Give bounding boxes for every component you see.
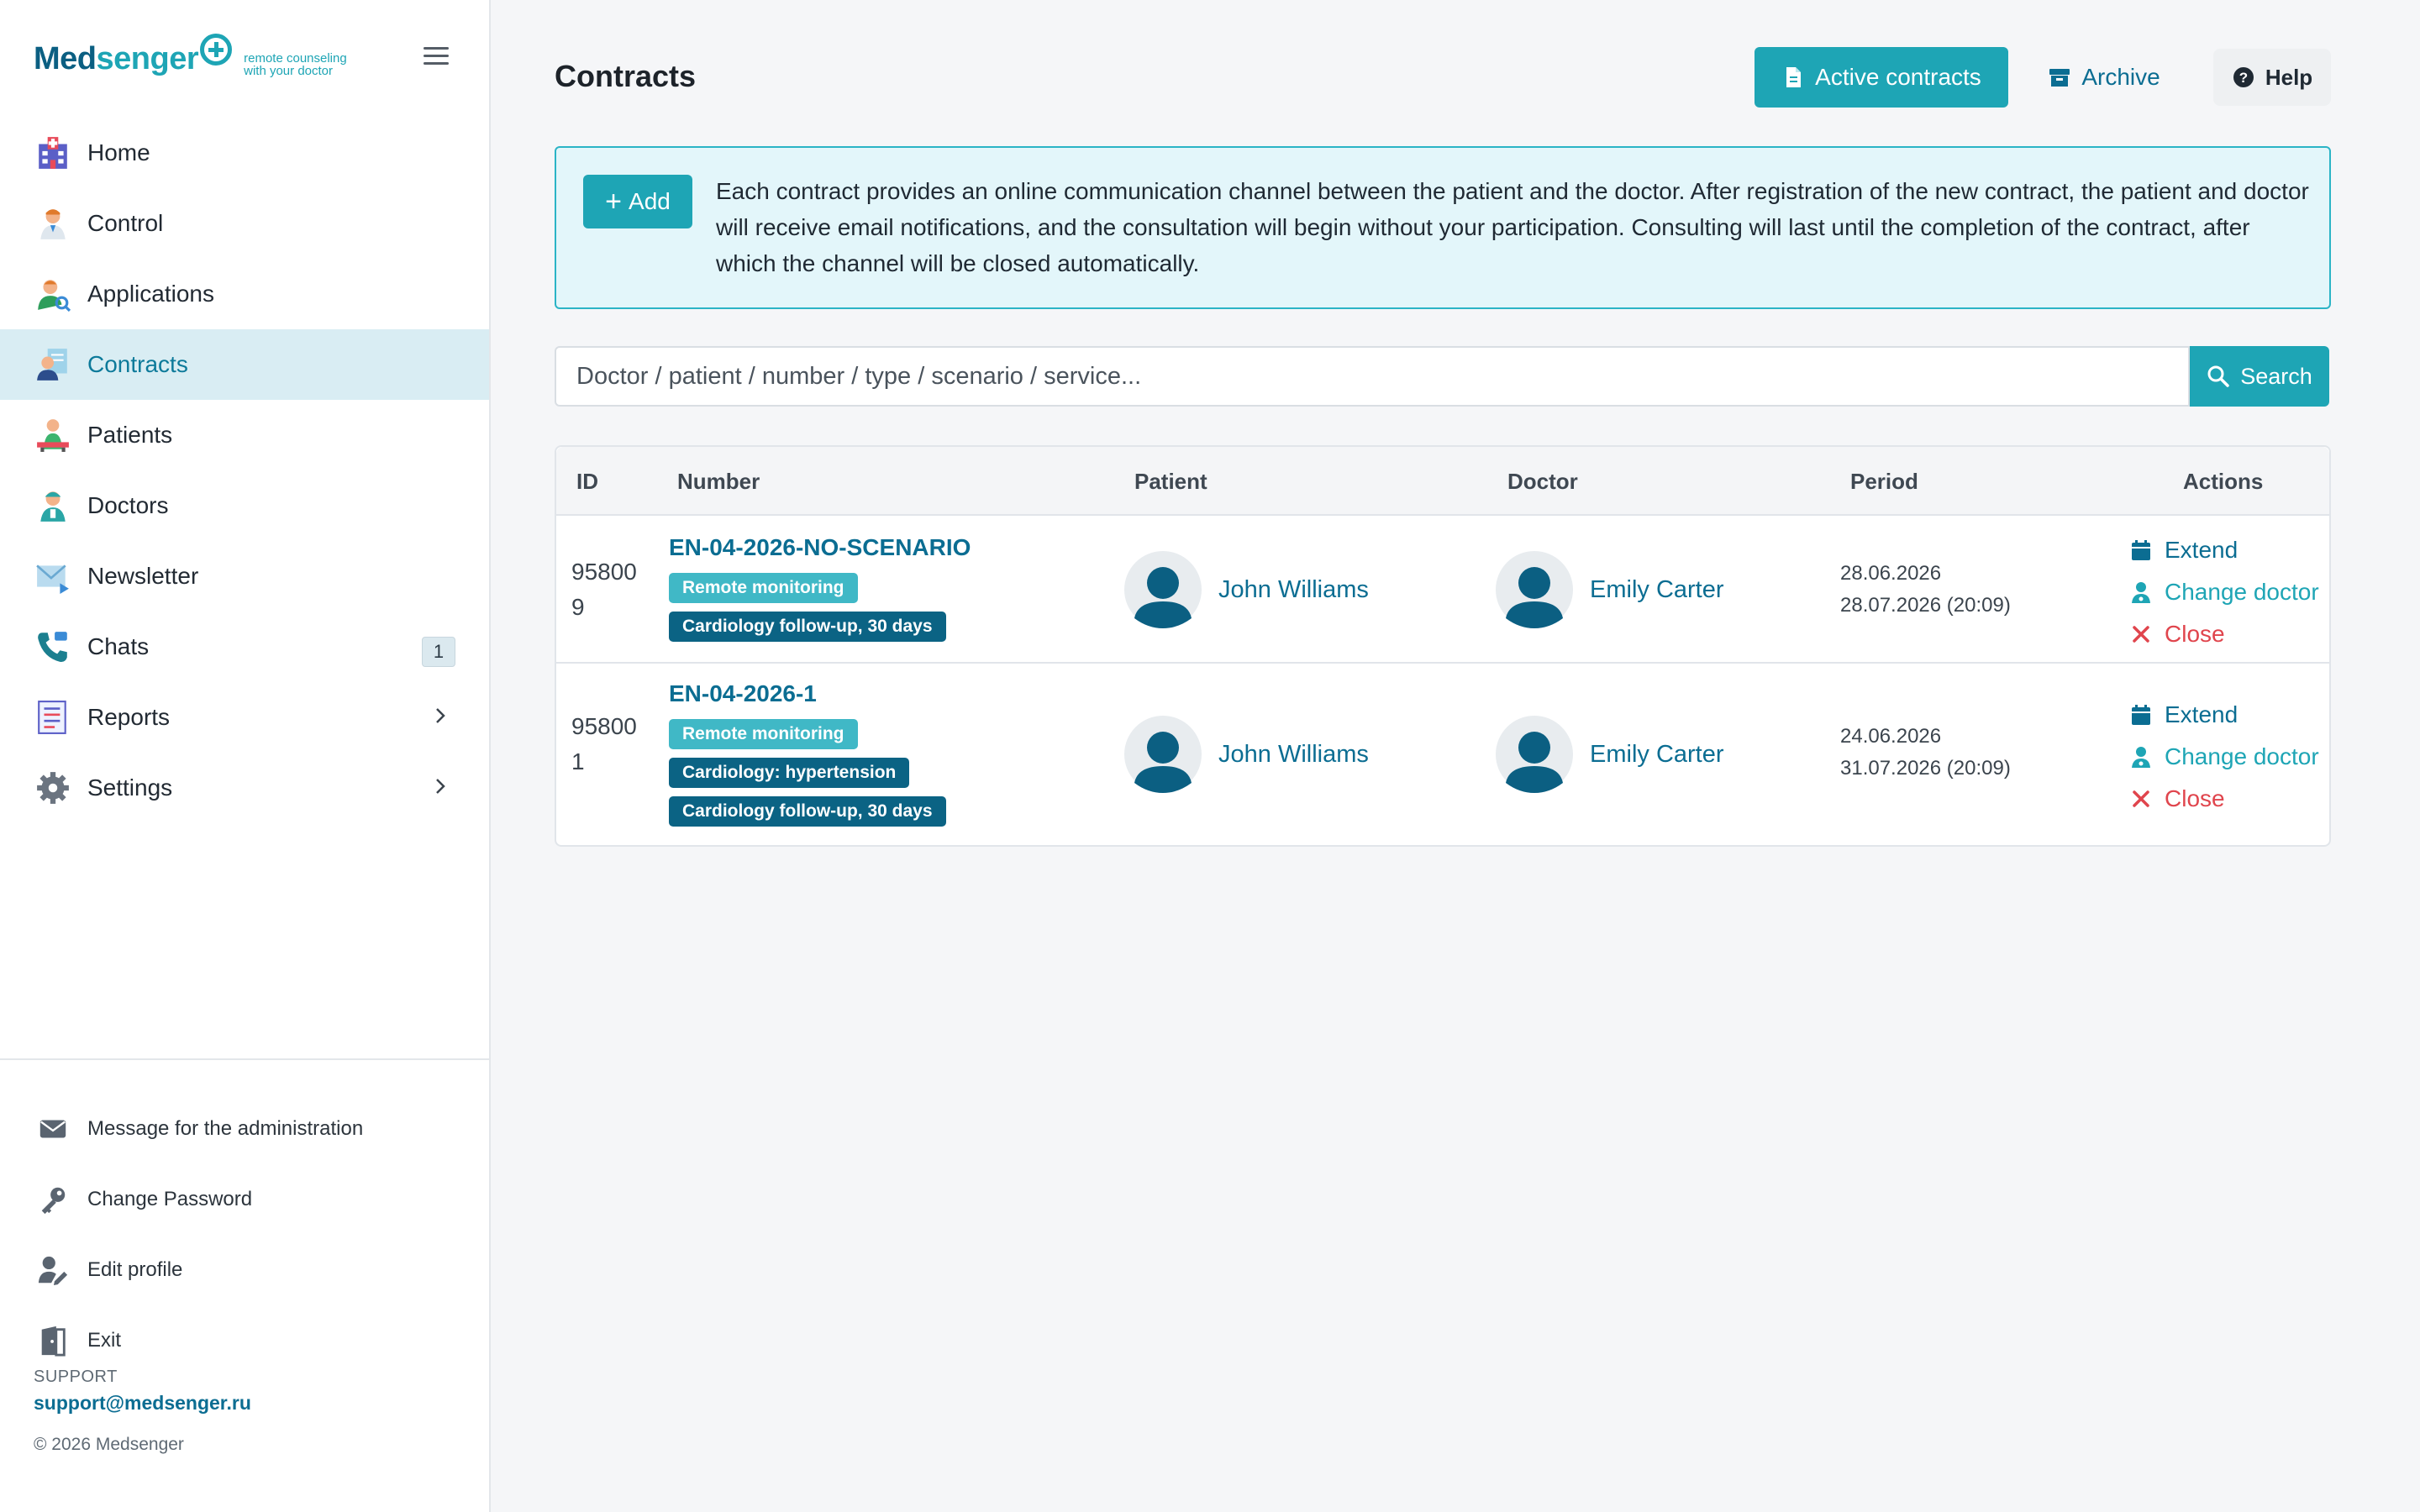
column-header-doctor: Doctor bbox=[1507, 469, 1578, 494]
sidebar-item-label: Chats bbox=[87, 633, 150, 659]
archive-box-icon bbox=[2048, 66, 2071, 89]
contract-number-cell bbox=[669, 680, 946, 835]
key-icon bbox=[37, 1184, 69, 1215]
contract-tag: Cardiology: hypertension bbox=[669, 758, 909, 788]
phone-icon bbox=[35, 629, 71, 664]
door-exit-icon bbox=[37, 1325, 69, 1357]
change-doctor-button[interactable]: Change doctor bbox=[2129, 736, 2319, 778]
sidebar-item-label: Settings bbox=[87, 774, 173, 801]
copyright: © 2026 Medsenger bbox=[34, 1435, 184, 1454]
contract-tag: Cardiology follow-up, 30 days bbox=[669, 612, 946, 642]
info-banner bbox=[555, 146, 2331, 309]
patient-name: John Williams bbox=[1218, 575, 1369, 603]
table-row bbox=[556, 664, 2329, 845]
row-actions bbox=[2129, 529, 2319, 655]
hospital-icon bbox=[35, 135, 71, 171]
svg-text:?: ? bbox=[2238, 70, 2249, 86]
sidebar-item-label: Control bbox=[87, 210, 164, 236]
avatar-icon bbox=[1496, 716, 1573, 793]
sidebar-nav bbox=[0, 118, 489, 823]
patient-name: John Williams bbox=[1218, 740, 1369, 768]
contract-id: 95800 1 bbox=[571, 713, 637, 774]
archive-button[interactable] bbox=[2033, 47, 2175, 108]
exit-label: Exit bbox=[87, 1329, 122, 1352]
active-contracts-label: Active contracts bbox=[1815, 64, 1981, 90]
sidebar-item-label: Home bbox=[87, 139, 150, 165]
extend-button[interactable]: Extend bbox=[2129, 694, 2319, 736]
extend-button[interactable]: Extend bbox=[2129, 529, 2319, 571]
edit-profile-label: Edit profile bbox=[87, 1258, 183, 1281]
add-contract-button[interactable] bbox=[583, 175, 692, 228]
logo-plus-icon bbox=[200, 34, 232, 66]
sidebar-item-label: Reports bbox=[87, 704, 171, 730]
contract-number-cell bbox=[669, 534, 971, 650]
contract-number-link[interactable]: EN-04-2026-NO-SCENARIO bbox=[669, 534, 971, 560]
change-password-label: Change Password bbox=[87, 1188, 253, 1210]
doctor-icon bbox=[35, 206, 71, 241]
contracts-table bbox=[555, 445, 2331, 847]
sidebar-item-settings[interactable] bbox=[0, 753, 489, 823]
medsenger-logo[interactable] bbox=[34, 34, 370, 84]
table-row bbox=[556, 517, 2329, 664]
table-header bbox=[556, 447, 2329, 516]
avatar-icon bbox=[1124, 551, 1202, 628]
info-text: Each contract provides an online communication channel between the patient and the doctor. After registration of the new contract, the patient and doctor will receive email notifications, and the consultation will begin without your participation. Consulting will last until the completion of the contract, after which the channel will be closed automatically. bbox=[716, 178, 2309, 276]
sidebar-item-reports[interactable] bbox=[0, 682, 489, 753]
user-doctor-icon bbox=[2129, 745, 2153, 769]
sidebar-item-applications[interactable] bbox=[0, 259, 489, 329]
change-password-link[interactable] bbox=[0, 1164, 489, 1235]
sidebar-item-label: Newsletter bbox=[87, 563, 199, 589]
sidebar-item-label: Doctors bbox=[87, 492, 169, 518]
close-contract-button[interactable]: Close bbox=[2129, 778, 2319, 820]
search-button-label: Search bbox=[2240, 363, 2312, 389]
contract-tag: Remote monitoring bbox=[669, 719, 858, 749]
question-circle-icon bbox=[2232, 66, 2255, 89]
column-header-patient: Patient bbox=[1134, 469, 1207, 494]
close-icon bbox=[2129, 787, 2153, 811]
avatar-icon bbox=[1496, 551, 1573, 628]
support-label: SUPPORT bbox=[34, 1368, 118, 1386]
help-button[interactable] bbox=[2213, 49, 2331, 106]
contract-id: 95800 9 bbox=[571, 559, 637, 620]
sidebar-item-doctors[interactable] bbox=[0, 470, 489, 541]
help-label: Help bbox=[2265, 64, 2313, 90]
add-label: Add bbox=[629, 188, 671, 214]
chats-count-badge: 1 bbox=[422, 637, 455, 667]
active-contracts-button[interactable] bbox=[1754, 47, 2008, 108]
sidebar-item-label: Applications bbox=[87, 281, 214, 307]
plus-icon: + bbox=[605, 186, 623, 218]
search-button[interactable] bbox=[2190, 346, 2329, 407]
column-header-actions: Actions bbox=[2183, 469, 2264, 494]
user-search-icon bbox=[35, 276, 71, 312]
sidebar-item-contracts[interactable] bbox=[0, 329, 489, 400]
support-email-link[interactable]: support@medsenger.ru bbox=[34, 1392, 251, 1414]
patient-link[interactable] bbox=[1124, 551, 1369, 628]
contract-period: 24.06.2026 31.07.2026 (20:09) bbox=[1840, 725, 2011, 780]
sidebar-item-patients[interactable] bbox=[0, 400, 489, 470]
search-bar bbox=[555, 346, 2331, 407]
archive-label: Archive bbox=[2081, 64, 2160, 90]
search-icon bbox=[2207, 365, 2230, 388]
row-actions bbox=[2129, 694, 2319, 820]
document-icon bbox=[1781, 66, 1805, 89]
avatar-icon bbox=[1124, 716, 1202, 793]
exit-link[interactable] bbox=[0, 1305, 489, 1376]
page-title: Contracts bbox=[555, 59, 697, 93]
sidebar-item-label: Patients bbox=[87, 422, 173, 448]
contract-icon bbox=[35, 347, 71, 382]
doctor-link[interactable] bbox=[1496, 716, 1724, 793]
chevron-right-icon bbox=[432, 778, 449, 795]
sidebar-bottom-links bbox=[0, 1058, 489, 1376]
contract-tag: Remote monitoring bbox=[669, 573, 858, 603]
doctor-name: Emily Carter bbox=[1590, 740, 1724, 768]
gear-icon bbox=[35, 770, 71, 806]
hamburger-icon[interactable] bbox=[424, 47, 449, 67]
sidebar-item-chats[interactable] bbox=[0, 612, 489, 682]
search-input[interactable] bbox=[555, 346, 2190, 407]
close-icon bbox=[2129, 622, 2153, 646]
calendar-icon bbox=[2129, 538, 2153, 562]
sidebar-item-newsletter[interactable] bbox=[0, 541, 489, 612]
calendar-icon bbox=[2129, 703, 2153, 727]
column-header-number: Number bbox=[677, 469, 760, 494]
envelope-icon bbox=[37, 1113, 69, 1145]
message-admin-link[interactable] bbox=[0, 1094, 489, 1164]
contract-tag: Cardiology follow-up, 30 days bbox=[669, 796, 946, 827]
mail-icon bbox=[35, 559, 71, 594]
doctor-name: Emily Carter bbox=[1590, 575, 1724, 603]
edit-profile-link[interactable] bbox=[0, 1235, 489, 1305]
user-doctor-icon bbox=[2129, 580, 2153, 604]
patient-link[interactable] bbox=[1124, 716, 1369, 793]
nurse-icon bbox=[35, 488, 71, 523]
user-edit-icon bbox=[37, 1254, 69, 1286]
change-doctor-button[interactable]: Change doctor bbox=[2129, 571, 2319, 613]
logo-wordmark: Medsenger bbox=[34, 40, 199, 76]
column-header-id: ID bbox=[576, 469, 598, 494]
sidebar bbox=[0, 0, 491, 1512]
report-icon bbox=[35, 700, 71, 735]
sidebar-item-home[interactable] bbox=[0, 118, 489, 188]
doctor-link[interactable] bbox=[1496, 551, 1724, 628]
contract-period: 28.06.2026 28.07.2026 (20:09) bbox=[1840, 562, 2011, 617]
contract-number-link[interactable]: EN-04-2026-1 bbox=[669, 680, 817, 706]
sidebar-item-label: Contracts bbox=[87, 351, 188, 377]
column-header-period: Period bbox=[1850, 469, 1918, 494]
logo-tagline: remote counseling with your doctor bbox=[244, 51, 347, 78]
patient-icon bbox=[35, 417, 71, 453]
sidebar-item-control[interactable] bbox=[0, 188, 489, 259]
chevron-right-icon bbox=[432, 707, 449, 724]
message-admin-label: Message for the administration bbox=[87, 1117, 364, 1140]
close-contract-button[interactable]: Close bbox=[2129, 613, 2319, 655]
support-block bbox=[34, 1368, 251, 1415]
